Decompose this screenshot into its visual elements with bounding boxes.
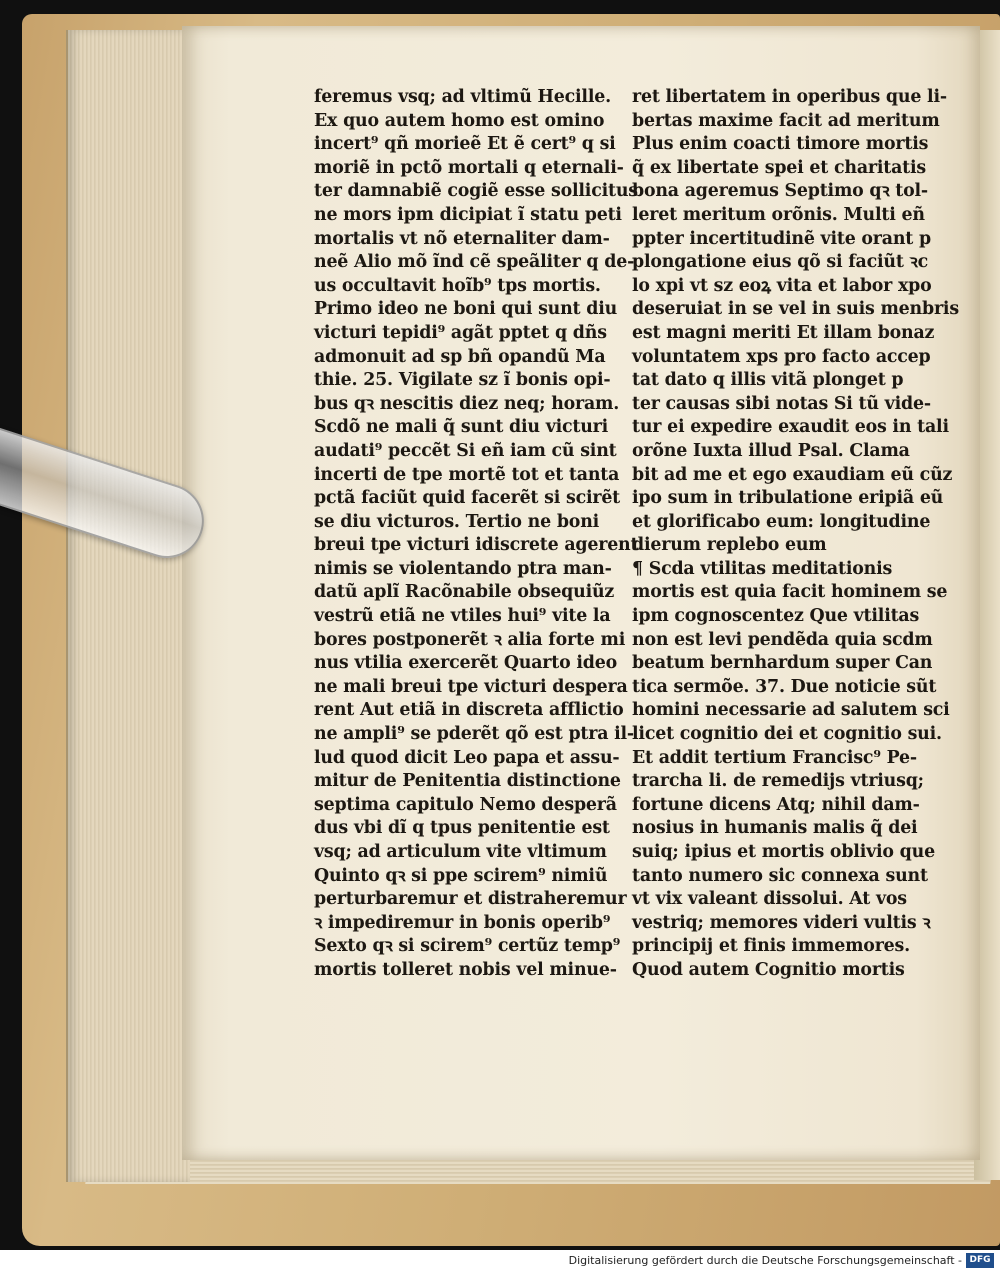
text-line: lud quod dicit Leo papa et assu-	[314, 747, 620, 768]
text-line: Quinto qꝛ si ppe scirem⁹ nimiũ	[314, 865, 608, 886]
text-line: tica sermõe. 37. Due noticie sũt	[632, 676, 937, 697]
dfg-logo: DFG	[966, 1253, 994, 1268]
text-line: dus vbi dĩ q tpus penitentie est	[314, 818, 610, 839]
text-line: neẽ Alio mõ ĩnd cẽ speãliter q de-	[314, 252, 635, 273]
book-page	[182, 26, 980, 1160]
footer-credit: Digitalisierung gefördert durch die Deutsche Forschungsgemeinschaft -	[568, 1254, 962, 1267]
text-line: homini necessarie ad salutem sci	[632, 700, 950, 721]
text-line: Sexto qꝛ si scirem⁹ certũz temp⁹	[314, 936, 621, 957]
text-line: nimis se violentando ptra man-	[314, 558, 612, 579]
text-line: Ex quo autem homo est omino	[314, 110, 605, 131]
text-line: bertas maxime facit ad meritum	[632, 110, 940, 131]
text-line: tanto numero sic connexa sunt	[632, 865, 928, 886]
text-line: plongatione eius qõ si faciũt ꝛc	[632, 252, 928, 273]
text-line: vestriq; memores videri vultis ꝛ	[632, 912, 931, 933]
text-column-right	[632, 86, 959, 983]
text-line: bona ageremus Septimo qꝛ tol-	[632, 181, 928, 202]
text-line: bit ad me et ego exaudiam eũ cũz	[632, 464, 953, 485]
text-line: perturbaremur et distraheremur	[314, 889, 627, 910]
text-line: incerti de tpe mortẽ tot et tanta	[314, 464, 620, 485]
text-line: mortis tolleret nobis vel minue-	[314, 959, 617, 980]
text-line: us occultavit hoĩb⁹ tps mortis.	[314, 275, 601, 296]
text-line: principij et finis immemores.	[632, 936, 910, 957]
text-line: leret meritum orõnis. Multi eñ	[632, 204, 925, 225]
text-line: mortis est quia facit hominem se	[632, 582, 948, 603]
text-line: admonuit ad sp bñ opandũ Ma	[314, 346, 606, 367]
text-line: ipm cognoscentez Que vtilitas	[632, 606, 920, 627]
text-line: mitur de Penitentia distinctione	[314, 771, 621, 792]
text-line: non est levi pendẽda quia scdm	[632, 629, 933, 650]
text-line: septima capitulo Nemo desperã	[314, 794, 617, 815]
text-line: mortalis vt nõ eternaliter dam-	[314, 228, 610, 249]
text-line: suiq; ipius et mortis oblivio que	[632, 842, 935, 862]
text-line: victuri tepidi⁹ agãt pptet q dñs	[314, 322, 607, 343]
text-line: orõne Iuxta illud Psal. Clama	[632, 440, 910, 461]
text-line: lo xpi vt sz eoꝝ vita et labor xpo	[632, 275, 932, 296]
text-line: tat dato q illis vitã plonget p	[632, 370, 904, 391]
text-line: fortune dicens Atq; nihil dam-	[632, 794, 920, 815]
text-column-left	[314, 86, 639, 983]
text-line: et glorificabo eum: longitudine	[632, 511, 931, 532]
text-line: vt vix valeant dissolui. At vos	[632, 889, 907, 910]
text-line: thie. 25. Vigilate sz ĩ bonis opi-	[314, 370, 611, 391]
text-line: trarcha li. de remedijs vtriusq;	[632, 771, 924, 792]
text-line: ꝛ impediremur in bonis operib⁹	[314, 912, 611, 933]
text-line: ter causas sibi notas Si tũ vide-	[632, 393, 931, 414]
text-line: voluntatem xps pro facto accep	[632, 346, 931, 367]
text-line: Et addit tertium Francisc⁹ Pe-	[632, 747, 917, 768]
text-line: est magni meriti Et illam bonaz	[632, 322, 935, 343]
text-line: ppter incertitudinẽ vite orant p	[632, 228, 931, 249]
footer-bar	[0, 1250, 1000, 1273]
text-line: incert⁹ qñ morieẽ Et ẽ cert⁹ q si	[314, 134, 616, 155]
text-line: vsq; ad articulum vite vltimum	[314, 842, 607, 862]
text-line: licet cognitio dei et cognitio sui.	[632, 724, 942, 745]
text-line: beatum bernhardum super Can	[632, 653, 933, 674]
text-line: datũ aplĩ Racõnabile obsequiũz	[314, 582, 615, 603]
page-edges	[66, 30, 190, 1182]
text-line: audati⁹ peccẽt Si eñ iam cũ sint	[314, 440, 617, 461]
text-line: ¶ Scda vtilitas meditationis	[632, 558, 893, 579]
text-line: ne ampli⁹ se pderẽt qõ est ptra il-	[314, 724, 634, 745]
text-line: ne mali breui tpe victuri despera	[314, 676, 628, 697]
text-line: dierum replebo eum	[632, 535, 827, 556]
text-line: se diu victuros. Tertio ne boni	[314, 511, 600, 532]
text-line: deseruiat in se vel in suis menbris	[632, 299, 959, 320]
text-line: feremus vsq; ad vltimũ Hecille.	[314, 87, 611, 107]
text-line: rent Aut etiã in discreta afflictio	[314, 700, 624, 721]
text-line: breui tpe victuri idiscrete agerent	[314, 535, 639, 556]
text-line: Primo ideo ne boni qui sunt diu	[314, 299, 618, 320]
text-line: Scdõ ne mali q̃ sunt diu victuri	[314, 417, 609, 438]
text-line: q̃ ex libertate spei et charitatis	[632, 157, 926, 178]
text-line: tur ei expedire exaudit eos in tali	[632, 417, 949, 438]
text-line: pctã faciũt quid facerẽt si scirẽt	[314, 488, 621, 509]
text-line: bus qꝛ nescitis diez neq; horam.	[314, 393, 620, 414]
text-line: ne mors ipm dicipiat ĩ statu peti	[314, 204, 622, 225]
text-line: Quod autem Cognitio mortis	[632, 959, 905, 980]
text-line: ipo sum in tribulatione eripiã eũ	[632, 488, 944, 509]
text-line: moriẽ in pctõ mortali q eternali-	[314, 157, 624, 178]
text-line: nus vtilia exercerẽt Quarto ideo	[314, 653, 617, 674]
text-line: ter damnabiẽ cogiẽ esse sollicitus	[314, 181, 638, 202]
text-line: ret libertatem in operibus que li-	[632, 87, 947, 107]
text-line: nosius in humanis malis q̃ dei	[632, 818, 918, 839]
text-line: vestrũ etiã ne vtiles hui⁹ vite la	[314, 606, 611, 627]
text-line: Plus enim coacti timore mortis	[632, 134, 929, 155]
text-line: bores postponerẽt ꝛ alia forte mi	[314, 629, 626, 650]
